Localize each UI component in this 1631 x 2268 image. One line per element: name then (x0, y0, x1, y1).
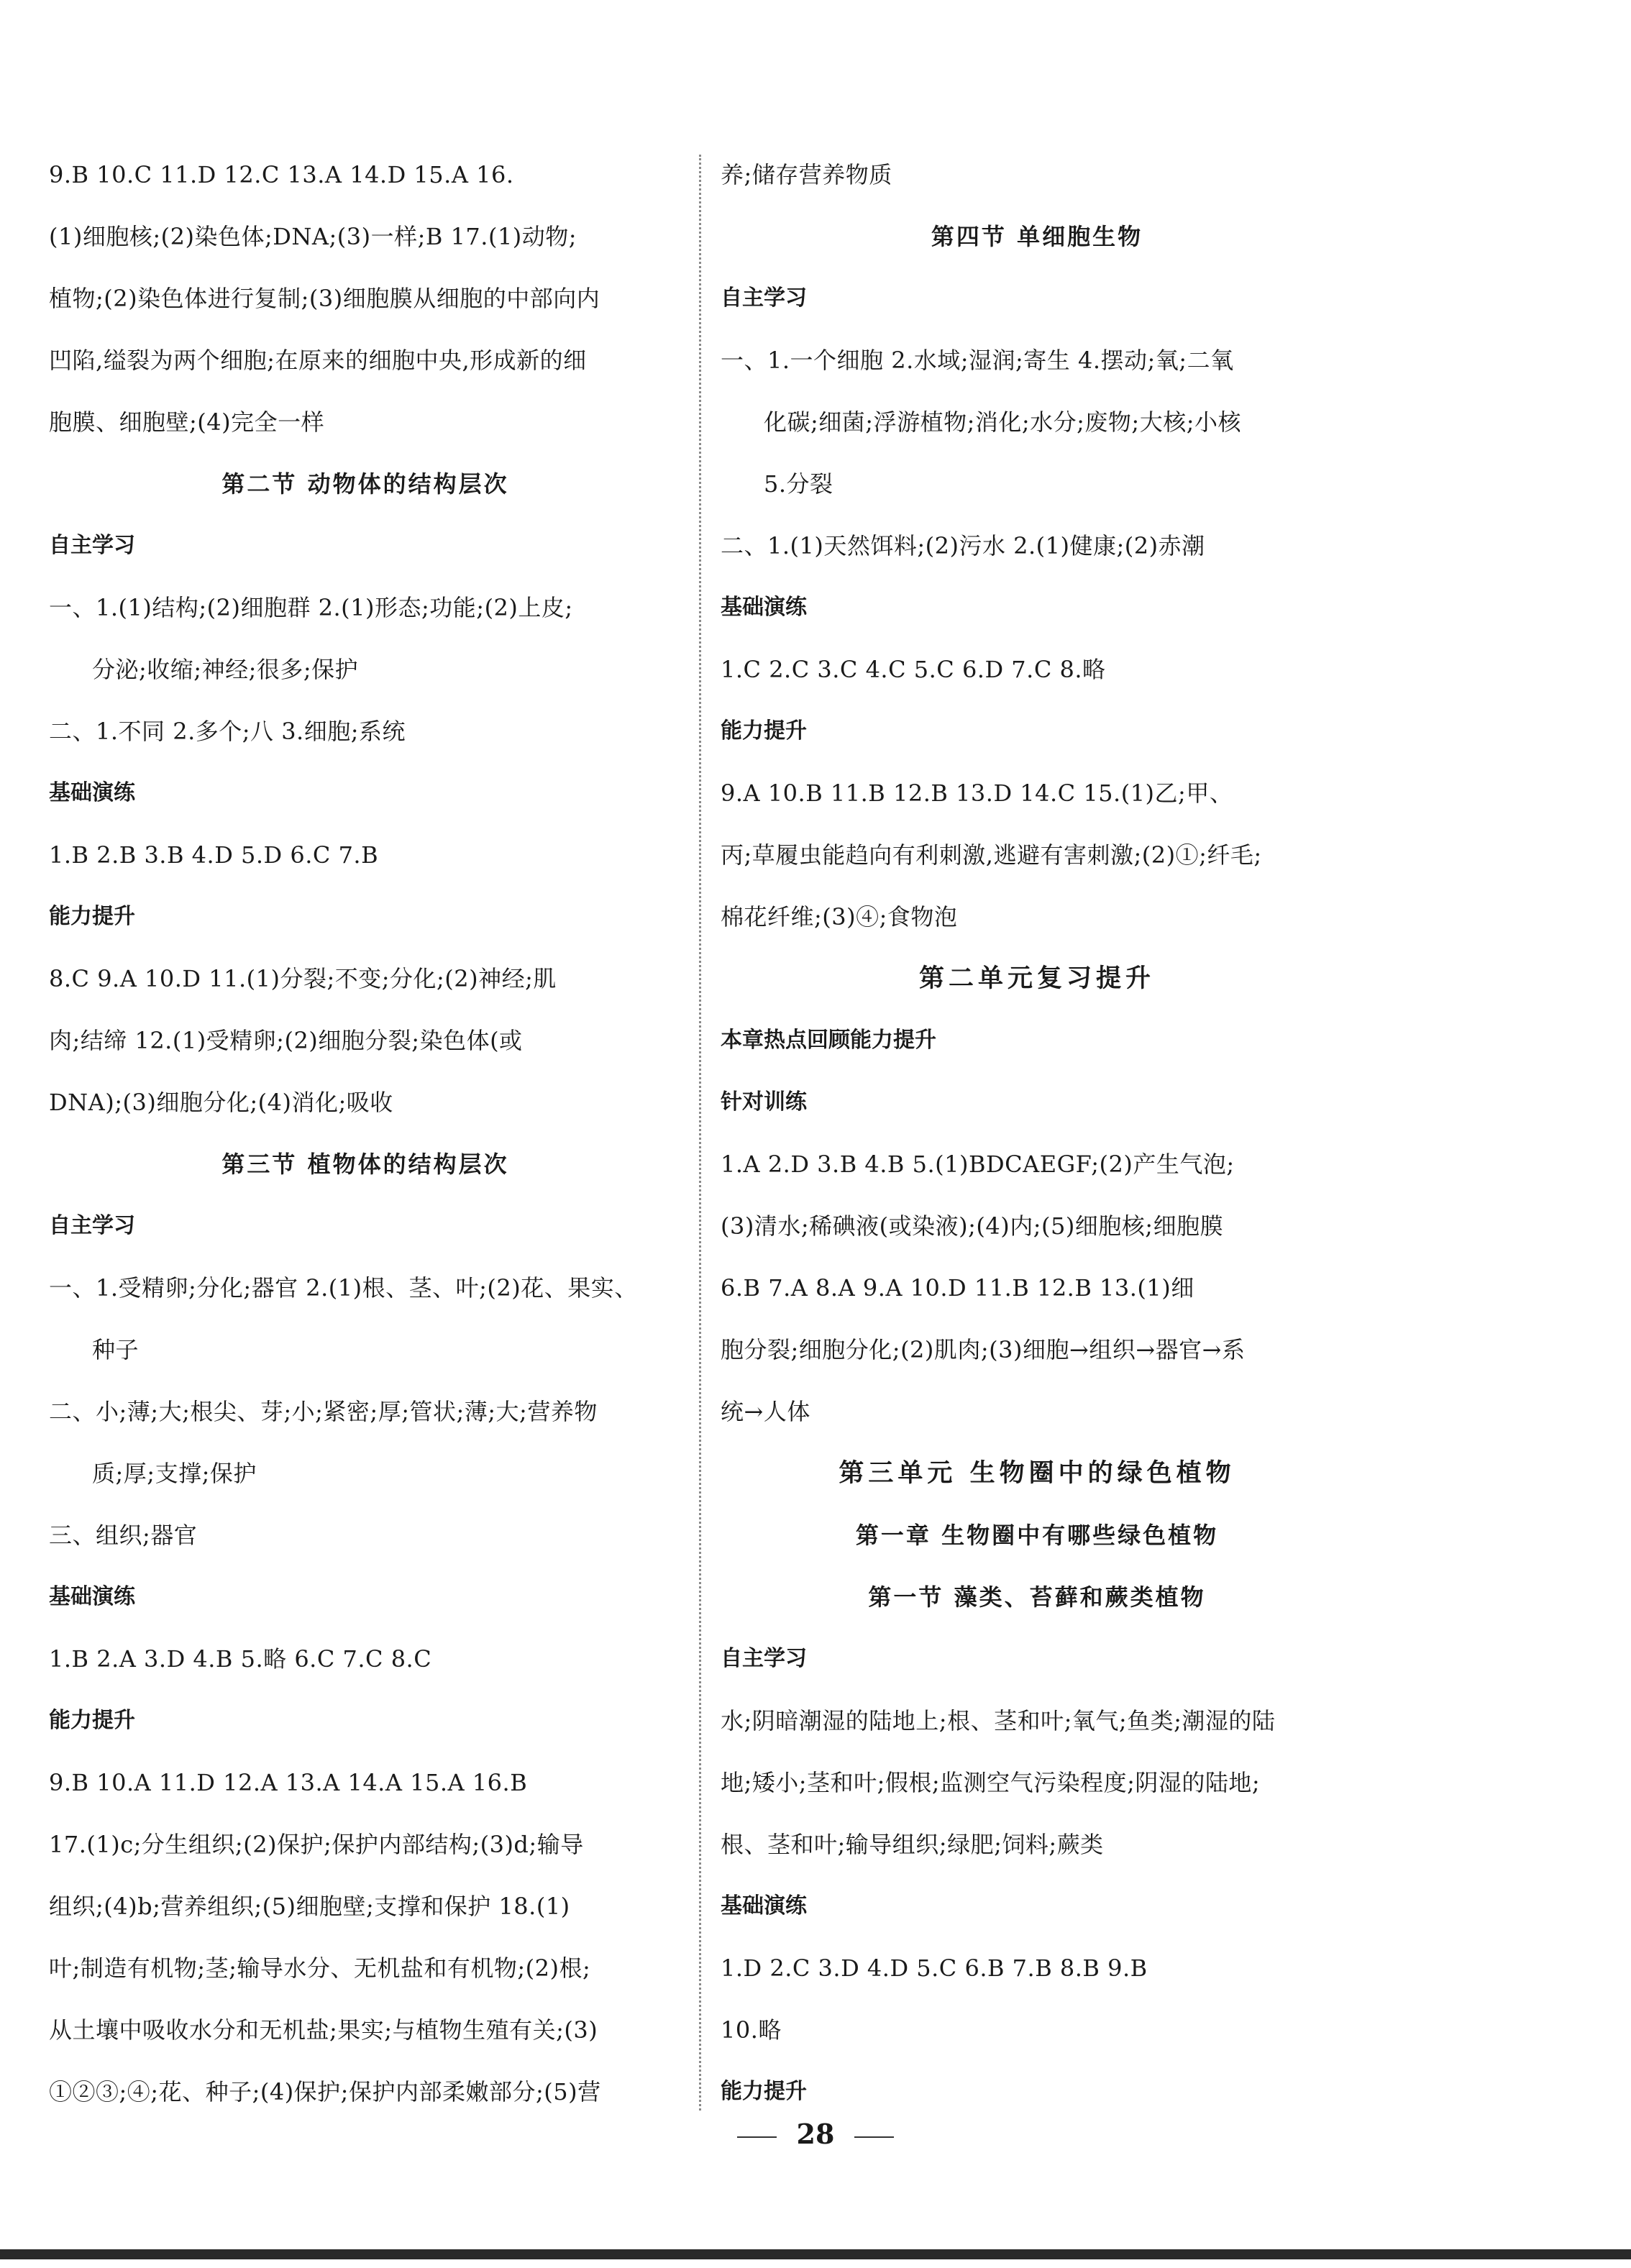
answer-line: 二、1.(1)天然饵料;(2)污水 2.(1)健康;(2)赤潮 (721, 532, 1205, 559)
answer-line: 养;储存营养物质 (721, 161, 892, 188)
answer-line: 组织;(4)b;营养组织;(5)细胞壁;支撑和保护 18.(1) (49, 1893, 570, 1920)
answer-line: 水;阴暗潮湿的陆地上;根、茎和叶;氧气;鱼类;潮湿的陆 (721, 1707, 1276, 1734)
answer-line: 质;厚;支撑;保护 (92, 1460, 257, 1487)
subsection-heading: 能力提升 (721, 718, 807, 744)
answer-line: 胞分裂;细胞分化;(2)肌肉;(3)细胞→组织→器官→系 (721, 1336, 1246, 1363)
answer-line: 地;矮小;茎和叶;假根;监测空气污染程度;阴湿的陆地; (721, 1769, 1261, 1796)
page-number: 28 (796, 2118, 835, 2150)
answer-line: 6.B 7.A 8.A 9.A 10.D 11.B 12.B 13.(1)细 (721, 1274, 1194, 1302)
answer-line: 5.分裂 (764, 470, 833, 498)
answer-line: 棉花纤维;(3)④;食物泡 (721, 903, 958, 930)
unit-title: 第二单元复习提升 (918, 964, 1155, 993)
answer-line: 三、组织;器官 (49, 1522, 198, 1549)
subsection-heading: 能力提升 (49, 1708, 135, 1733)
answer-line: 肉;结缔 12.(1)受精卵;(2)细胞分裂;染色体(或 (49, 1027, 523, 1054)
section-title: 第四节 单细胞生物 (931, 223, 1143, 250)
answer-line: 8.C 9.A 10.D 11.(1)分裂;不变;分化;(2)神经;肌 (49, 965, 557, 992)
subsection-heading: 本章热点回顾能力提升 (721, 1028, 936, 1053)
subsection-heading: 基础演练 (721, 595, 807, 620)
answer-line: 1.B 2.A 3.D 4.B 5.略 6.C 7.C 8.C (49, 1645, 432, 1673)
right-column (721, 144, 1353, 2123)
answer-line: 根、茎和叶;输导组织;绿肥;饲料;蕨类 (721, 1831, 1104, 1858)
answer-line: (1)细胞核;(2)染色体;DNA;(3)一样;B 17.(1)动物; (49, 223, 577, 250)
left-column (49, 144, 682, 2123)
answer-line: 9.A 10.B 11.B 12.B 13.D 14.C 15.(1)乙;甲、 (721, 779, 1233, 807)
section-title: 第二节 动物体的结构层次 (221, 470, 509, 498)
answer-line: 1.A 2.D 3.B 4.B 5.(1)BDCAEGF;(2)产生气泡; (721, 1151, 1235, 1178)
answer-line: 10.略 (721, 2016, 782, 2044)
answer-line: 9.B 10.C 11.D 12.C 13.A 14.D 15.A 16. (49, 161, 514, 188)
page-footer (0, 2118, 1631, 2150)
answer-line: 1.B 2.B 3.B 4.D 5.D 6.C 7.B (49, 841, 379, 869)
section-title: 第三节 植物体的结构层次 (221, 1151, 509, 1178)
subsection-heading: 基础演练 (49, 1584, 135, 1609)
answer-line: ①②③;④;花、种子;(4)保护;保护内部柔嫩部分;(5)营 (49, 2078, 601, 2105)
answer-line: DNA);(3)细胞分化;(4)消化;吸收 (49, 1089, 393, 1116)
subsection-heading: 针对训练 (721, 1089, 807, 1115)
answer-line: 一、1.受精卵;分化;器官 2.(1)根、茎、叶;(2)花、果实、 (49, 1274, 638, 1302)
answer-line: 一、1.(1)结构;(2)细胞群 2.(1)形态;功能;(2)上皮; (49, 594, 573, 621)
column-divider (699, 155, 701, 2111)
answer-line: 一、1.一个细胞 2.水域;湿润;寄生 4.摆动;氧;二氧 (721, 347, 1234, 374)
subsection-heading: 自主学习 (49, 533, 135, 558)
subsection-heading: 自主学习 (49, 1213, 135, 1238)
answer-line: 9.B 10.A 11.D 12.A 13.A 14.A 15.A 16.B (49, 1769, 528, 1796)
answer-line: 1.D 2.C 3.D 4.D 5.C 6.B 7.B 8.B 9.B (721, 1954, 1148, 1982)
subsection-heading: 基础演练 (721, 1893, 807, 1919)
answer-line: 分泌;收缩;神经;很多;保护 (92, 656, 359, 683)
answer-line: 从土壤中吸收水分和无机盐;果实;与植物生殖有关;(3) (49, 2016, 598, 2044)
answer-line: 二、小;薄;大;根尖、芽;小;紧密;厚;管状;薄;大;营养物 (49, 1398, 598, 1425)
answer-line: 二、1.不同 2.多个;八 3.细胞;系统 (49, 718, 406, 745)
answer-line: 植物;(2)染色体进行复制;(3)细胞膜从细胞的中部向内 (49, 285, 600, 312)
answer-line: 种子 (92, 1336, 140, 1363)
answer-line: (3)清水;稀碘液(或染液);(4)内;(5)细胞核;细胞膜 (721, 1212, 1224, 1240)
answer-line: 统→人体 (721, 1398, 810, 1425)
answer-line: 叶;制造有机物;茎;输导水分、无机盐和有机物;(2)根; (49, 1954, 591, 1982)
answer-line: 1.C 2.C 3.C 4.C 5.C 6.D 7.C 8.略 (721, 656, 1106, 683)
subsection-heading: 基础演练 (49, 780, 135, 805)
unit-title: 第三单元 生物圈中的绿色植物 (839, 1459, 1235, 1488)
footer-dash-right (854, 2136, 894, 2138)
answer-line: 丙;草履虫能趋向有利刺激,逃避有害刺激;(2)①;纤毛; (721, 841, 1262, 869)
bottom-edge-bar (0, 2249, 1631, 2259)
answer-line: 17.(1)c;分生组织;(2)保护;保护内部结构;(3)d;输导 (49, 1831, 584, 1858)
answer-line: 凹陷,缢裂为两个细胞;在原来的细胞中央,形成新的细 (49, 347, 587, 374)
subsection-heading: 能力提升 (49, 904, 135, 929)
section-title: 第一节 藻类、苔藓和蕨类植物 (868, 1583, 1206, 1611)
answer-line: 化碳;细菌;浮游植物;消化;水分;废物;大核;小核 (764, 408, 1241, 436)
subsection-heading: 能力提升 (721, 2079, 807, 2104)
answer-line: 胞膜、细胞壁;(4)完全一样 (49, 408, 325, 436)
section-title: 第一章 生物圈中有哪些绿色植物 (855, 1522, 1219, 1549)
footer-dash-left (737, 2136, 777, 2138)
subsection-heading: 自主学习 (721, 285, 807, 311)
subsection-heading: 自主学习 (721, 1646, 807, 1671)
